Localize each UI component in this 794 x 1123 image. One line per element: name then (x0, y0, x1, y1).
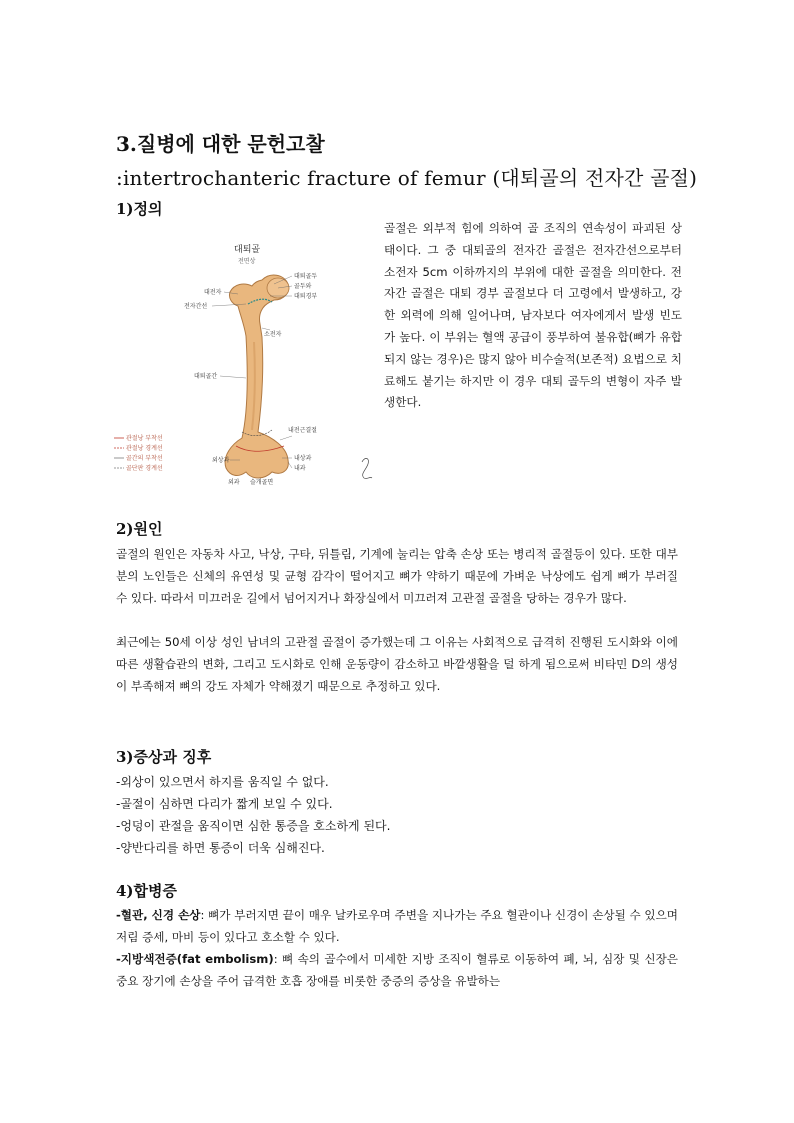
legend-item: 관절낭 경계선 (126, 445, 163, 452)
label-patellar-surface: 슬개골면 (250, 479, 274, 486)
definition-paragraph: 골절은 외부적 힘에 의하여 골 조직의 연속성이 파괴된 상태이다. 그 중 대퇴골의 전자간 골절은 전자간선으로부터 소전자 5cm 이하까지의 부위에 대한 골절을 의미한다. 전자간 골절은 대퇴 경부 골절보다 더 고령에서 발생하고, 강한 외력에 의해 일어나며, 남자보다 여자에게서 발생 빈도가 높다. 이 부위는 혈액 공급이 풍부하여 불유합(뼈가 유합 되지 않는 경우)은 많지 않아 비수술적(보존적) 요법으로 치료해도 붙기는 하지만 이 경우 대퇴 골두의 변형이 자주 발생한다. (384, 221, 682, 410)
symptom-item: -골절이 심하면 다리가 짧게 보일 수 있다. (116, 797, 333, 811)
label-femoral-neck: 대퇴경부 (294, 293, 318, 300)
femur-figure (112, 232, 374, 494)
symptom-item: -외상이 있으면서 하지를 움직일 수 없다. (116, 775, 329, 789)
label-lateral-condyle: 외과 (228, 479, 240, 486)
label-greater-trochanter: 대전자 (204, 289, 222, 296)
section-title-cause: 2)원인 (116, 520, 163, 538)
cause-paragraph-2: 최근에는 50세 이상 성인 남녀의 고관절 골절이 증가했는데 그 이유는 사회적으로 급격히 진행된 도시화와 이에 따른 생활습관의 변화, 그리고 도시화로 인해 운동량이 감소하고 바깥생활을 덜 하게 됨으로써 비타민 D의 생성이 부족해져 뼈의 강도 자체가 약해졌기 때문으로 추정하고 있다. (116, 635, 678, 693)
legend-item: 골간의 부착선 (126, 455, 163, 462)
label-lateral-epicondyle: 외상과 (212, 457, 230, 464)
complication-label: -지방색전증(fat embolism) (116, 952, 274, 966)
complication-item-vascular (116, 905, 678, 949)
section-title-symptoms: 3)증상과 징후 (116, 748, 212, 766)
section-title-definition: 1)정의 (116, 200, 163, 218)
legend-item: 관절낭 부착선 (126, 435, 163, 442)
label-femoral-shaft: 대퇴골간 (194, 373, 218, 380)
complication-text: : 뼈가 부러지면 끝이 매우 날카로우며 주변을 지나가는 주요 혈관이나 신경이 손상될 수 있으며 저림 증세, 마비 등이 있다고 호소할 수 있다. (116, 908, 678, 944)
complication-label: -혈관, 신경 손상 (116, 908, 201, 922)
label-lesser-trochanter: 소전자 (264, 331, 282, 338)
cause-paragraph-1: 골절의 원인은 자동차 사고, 낙상, 구타, 뒤틀림, 기계에 눌리는 압축 손상 또는 병리적 골절등이 있다. 또한 대부분의 노인들은 신체의 유연성 및 균형 감각이 떨어지고 뼈가 약하기 때문에 가벼운 낙상에도 쉽게 뼈가 부러질 수 있다. 따라서 미끄러운 길에서 넘어지거나 화장실에서 미끄러져 고관절 골절을 당하는 경우가 많다. (116, 547, 678, 605)
femur-illustration (112, 232, 374, 494)
label-femoral-head: 대퇴골두 (294, 273, 318, 280)
label-intertrochanteric-line: 전자간선 (184, 303, 208, 310)
label-adductor-tubercle: 내전근결절 (288, 427, 317, 434)
complication-item-fat-embolism (116, 949, 678, 993)
symptom-item: -양반다리를 하면 통증이 더욱 심해진다. (116, 841, 325, 855)
symptom-item: -엉덩이 관절을 움직이면 심한 통증을 호소하게 된다. (116, 819, 391, 833)
complication-text: : 뼈 속의 골수에서 미세한 지방 조직이 혈류로 이동하여 폐, 뇌, 심장 및 신장은 중요 장기에 손상을 주어 급격한 호흡 장애를 비롯한 중증의 증상을 유발하는 (116, 952, 678, 988)
figure-title: 대퇴골 (234, 245, 261, 255)
label-head-fovea: 골두와 (294, 283, 312, 290)
label-medial-epicondyle: 내상과 (294, 455, 312, 462)
page-heading: 3.질병에 대한 문헌고찰 (116, 132, 325, 156)
page-subheading: :intertrochanteric fracture of femur (대퇴골의 전자간 골절) (116, 166, 698, 190)
legend-item: 골단판 경계선 (126, 465, 163, 472)
section-title-complications: 4)합병증 (116, 882, 178, 900)
label-medial-condyle: 내과 (294, 465, 306, 472)
figure-subtitle: 전면상 (238, 258, 256, 265)
